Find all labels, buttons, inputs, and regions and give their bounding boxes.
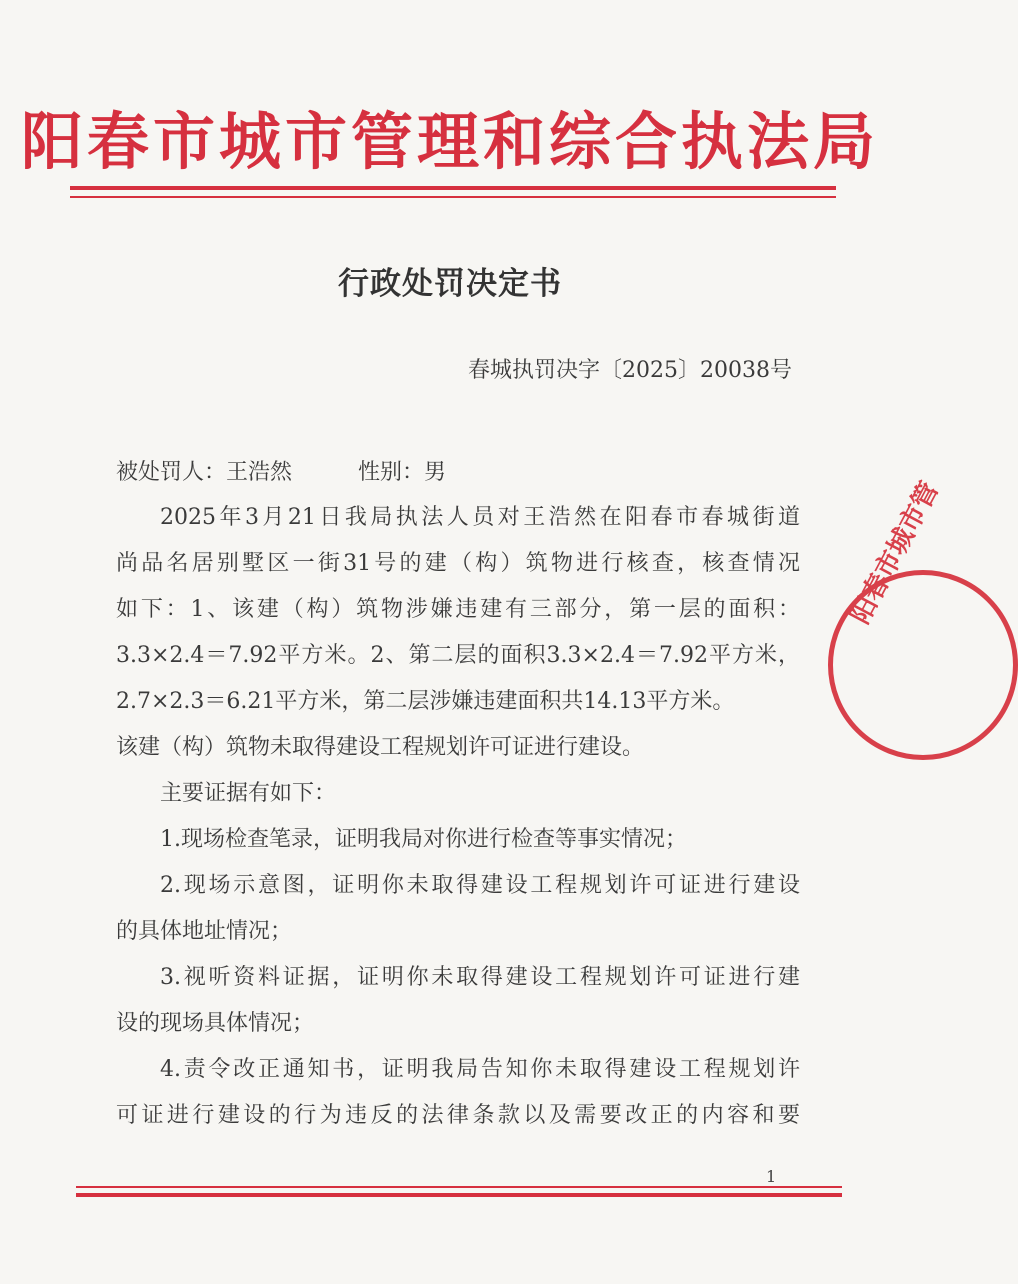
evidence-heading: 主要证据有如下： [160,781,337,806]
document-number: 春城执罚决字〔2025〕20038号 [468,358,792,383]
page-number: 1 [766,1167,777,1186]
header-rule-thin [70,196,836,198]
footer-rule-thick [76,1193,842,1197]
evidence-item: 2.现场示意图，证明你未取得建设工程规划许可证进行建设 [160,873,800,898]
body-line: 3.3×2.4＝7.92平方米。2、第二层的面积3.3×2.4＝7.92平方米， [116,643,800,668]
header-rule-thick [70,186,836,190]
footer-rule-thin [76,1186,842,1188]
document-title: 行政处罚决定书 [338,266,562,302]
evidence-item-cont: 设的现场具体情况； [116,1011,315,1036]
body-line: 尚品名居别墅区一街31号的建（构）筑物进行核查，核查情况 [116,551,800,576]
body-line: 如下：1、该建（构）筑物涉嫌违建有三部分，第一层的面积： [116,597,800,622]
evidence-item-cont: 的具体地址情况； [116,919,293,944]
agency-letterhead: 阳春市城市管理和综合执法局 [20,105,879,178]
evidence-item-cont: 可证进行建设的行为违反的法律条款以及需要改正的内容和要 [116,1103,800,1128]
body-line: 2.7×2.3＝6.21平方米，第二层涉嫌违建面积共14.13平方米。 [116,689,735,714]
penalized-person-line: 被处罚人：王浩然 性别：男 [116,460,447,485]
official-seal-text: 阳春市城市管 [845,477,946,629]
body-line: 该建（构）筑物未取得建设工程规划许可证进行建设。 [116,735,645,760]
body-line: 2025年3月21日我局执法人员对王浩然在阳春市春城街道 [160,505,800,530]
evidence-item: 3.视听资料证据，证明你未取得建设工程规划许可证进行建 [160,965,800,990]
evidence-item: 1.现场检查笔录，证明我局对你进行检查等事实情况； [160,827,687,852]
evidence-item: 4.责令改正通知书，证明我局告知你未取得建设工程规划许 [160,1057,800,1082]
